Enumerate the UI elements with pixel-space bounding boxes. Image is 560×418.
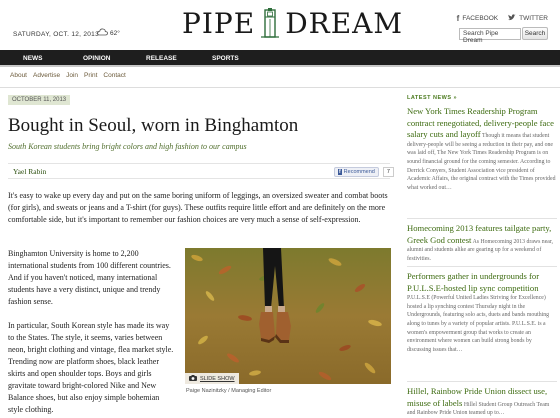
news-item	[407, 223, 557, 263]
search-button[interactable]: Search	[522, 27, 548, 40]
camera-icon	[189, 375, 197, 383]
news-divider	[407, 381, 557, 382]
cloud-icon	[97, 28, 108, 38]
news-item	[407, 106, 557, 192]
news-teaser: P.U.L.S.E (Powerful United Ladies Striving for Excellence) hosted a lip synching contest Thursday night in the Undergrounds, featuring solo acts, duets and bands mouthing along to tunes by a variety of popular artists. P.U.L.S.E. is a women's empowerment group that works to create an environment where women can build strong bonds by discussing issues that…	[407, 295, 550, 353]
article-paragraph: In particular, South Korean style has made its way to the States. The style, it seems, varies between neon, bright clothing and vintage, flea market style. Trending now are platform shoes, black leather skirts and open shoulder tops. Boys and girls gravitate toward bright-colored Nike and New Balance shoes, but also enjoy simple bohemian style clothing.	[8, 321, 174, 414]
recommend-label: Recommend	[343, 169, 375, 175]
news-headline[interactable]: Performers gather in undergrounds for P.U.L.S.E-hosted lip sync competition	[407, 271, 540, 293]
recommend-button[interactable]	[334, 167, 379, 177]
latest-news-sidebar	[403, 88, 560, 418]
slideshow-button[interactable]	[185, 373, 239, 384]
article-date: OCTOBER 11, 2013	[8, 95, 70, 105]
facebook-label: FACEBOOK	[462, 15, 499, 22]
author-byline[interactable]: Yael Rabin	[13, 167, 47, 176]
masthead-right: DREAM	[285, 6, 404, 40]
search-input[interactable]: Search Pipe Dream	[459, 28, 521, 40]
news-teaser: As Homecoming 2013 draws near, alumni and students alike are gearing up for a weekend of festivities.	[407, 238, 554, 262]
article-photo[interactable]	[185, 248, 391, 384]
leaves-photo-image	[185, 248, 391, 384]
subnav-join[interactable]: Join	[66, 72, 79, 79]
weather-widget	[97, 28, 120, 38]
social-links	[457, 14, 548, 23]
site-header	[0, 0, 560, 50]
news-divider	[407, 218, 557, 219]
news-headline[interactable]: New York Times Readership Program contract renegotiated, delivery-people face salary cuts and layoff	[407, 106, 554, 140]
article-subhead: South Korean students bring bright colors and high fashion to our campus	[8, 142, 247, 151]
twitter-link[interactable]	[508, 14, 548, 23]
twitter-icon	[508, 14, 516, 23]
nav-tab-sports[interactable]: SPORTS	[212, 55, 239, 62]
byline-bar	[8, 163, 390, 179]
news-teaser: Though it means that student delivery-people will be seeing a reduction in their pay, and one was laid off, The New York Times Readership Program is on sound financial ground for the coming semester. According to Derrick Conyers, Student Association vice president of Academic Affairs, the original contract with the Times provided what worked out…	[407, 133, 556, 191]
subnav-contact[interactable]: Contact	[103, 72, 126, 79]
subnav-about[interactable]: About	[10, 72, 27, 79]
article-paragraph: Binghamton University is home to 2,200 international students from 100 different countries. And if you haven't noticed, many international students have a very distinct, unique and trendy fashion sense.	[8, 249, 171, 306]
article-headline: Bought in Seoul, worn in Binghamton	[8, 115, 299, 136]
news-item	[407, 271, 557, 354]
facebook-icon: f	[456, 14, 460, 23]
news-teaser: Hillel Student Group Outreach Team and Rainbow Pride Union teamed up to…	[407, 401, 550, 417]
facebook-recommend	[334, 167, 394, 177]
news-headline[interactable]: Homecoming 2013 features tailgate party, Greek God contest	[407, 223, 552, 245]
nav-tab-release[interactable]: RELEASE	[146, 55, 177, 62]
subnav-print[interactable]: Print	[84, 72, 98, 79]
news-item	[407, 386, 557, 418]
article-paragraph: It's easy to wake up every day and put on the same boring uniform of leggings, an oversized sweater and combat boots (for girls), and sweats or jeans and a T-shirt (for guys). These outfits require little effort and are definitely on the more comfortable side, but it's important to remember our fashion choices are very much a sense of self-expression.	[8, 191, 388, 224]
main-nav	[0, 50, 560, 67]
temperature: 62°	[110, 29, 120, 37]
slideshow-label: SLIDE SHOW	[200, 375, 235, 382]
news-headline[interactable]: Hillel, Rainbow Pride Union dissect use, misuse of labels	[407, 386, 548, 408]
facebook-small-icon: f	[339, 169, 341, 175]
twitter-label: TWITTER	[519, 15, 548, 22]
masthead-left: PIPE	[182, 6, 256, 40]
news-divider	[407, 266, 557, 267]
masthead-logo[interactable]	[182, 6, 404, 40]
photo-caption: Paige Nazinitzky / Managing Editor	[186, 388, 272, 394]
current-date: SATURDAY, OCT. 12, 2013	[13, 31, 100, 38]
latest-news-label[interactable]: LATEST NEWS »	[407, 95, 458, 101]
sub-nav	[10, 72, 126, 79]
clock-tower-icon	[259, 8, 281, 38]
nav-tab-news[interactable]: NEWS	[23, 55, 43, 62]
recommend-count: 7	[383, 167, 394, 177]
facebook-link[interactable]	[457, 14, 498, 23]
nav-tab-opinion[interactable]: OPINION	[83, 55, 111, 62]
subnav-advertise[interactable]: Advertise	[33, 72, 61, 79]
